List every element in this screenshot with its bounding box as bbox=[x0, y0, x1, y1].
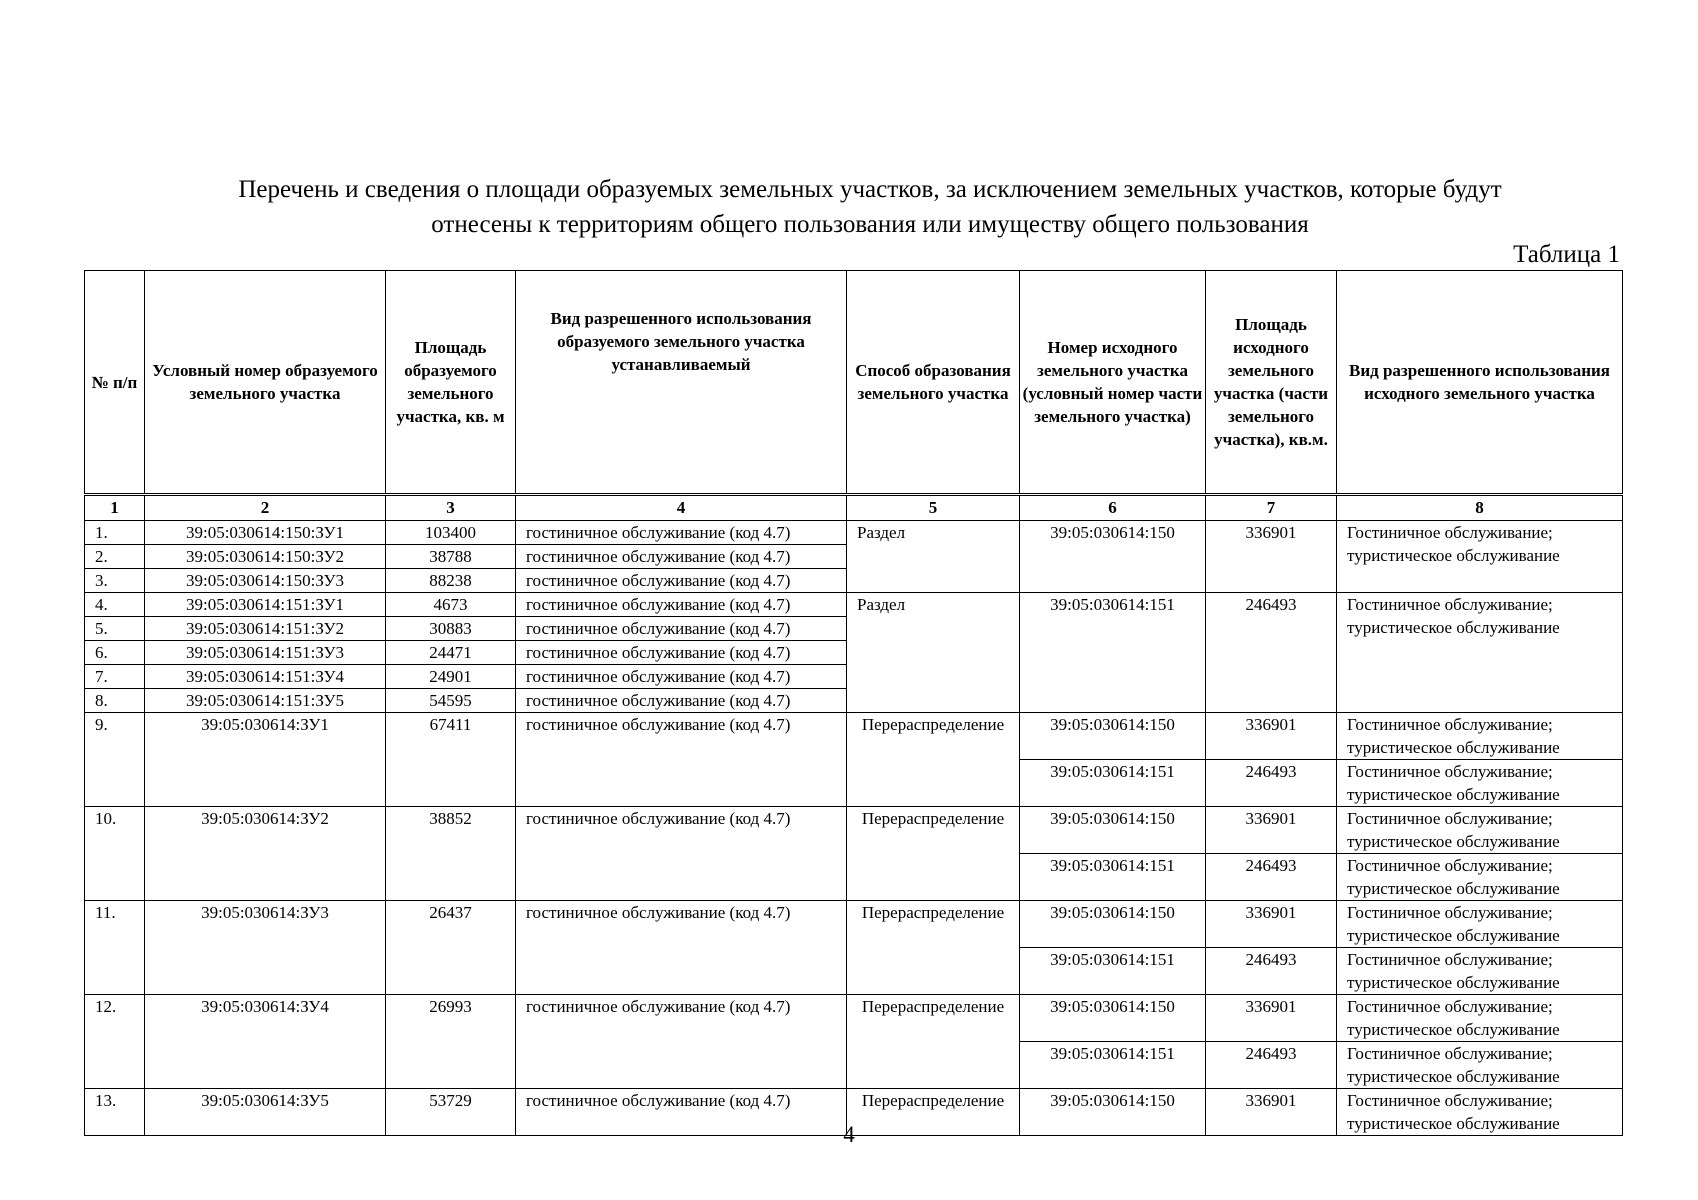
source-id: 39:05:030614:151 bbox=[1020, 760, 1206, 807]
row-number: 1. bbox=[85, 521, 145, 545]
col-number: 7 bbox=[1206, 495, 1337, 521]
source-id: 39:05:030614:151 bbox=[1020, 948, 1206, 995]
source-use: Гостиничное обслуживание; туристическое обслуживание bbox=[1337, 995, 1623, 1042]
plot-use: гостиничное обслуживание (код 4.7) bbox=[516, 521, 847, 545]
plot-area: 54595 bbox=[386, 689, 516, 713]
header-plot-id: Условный номер образуемого земельного участка bbox=[145, 271, 386, 495]
plot-area: 103400 bbox=[386, 521, 516, 545]
source-use: Гостиничное обслуживание; туристическое обслуживание bbox=[1337, 593, 1623, 713]
source-id: 39:05:030614:150 bbox=[1020, 995, 1206, 1042]
source-id: 39:05:030614:150 bbox=[1020, 1089, 1206, 1136]
plot-id: 39:05:030614:ЗУ5 bbox=[145, 1089, 386, 1136]
plot-area: 67411 bbox=[386, 713, 516, 807]
land-plots-table bbox=[84, 270, 1623, 1136]
header-method: Способ образования земельного участка bbox=[847, 271, 1020, 495]
row-number: 13. bbox=[85, 1089, 145, 1136]
col-number: 5 bbox=[847, 495, 1020, 521]
source-use: Гостиничное обслуживание; туристическое обслуживание bbox=[1337, 948, 1623, 995]
plot-id: 39:05:030614:151:ЗУ2 bbox=[145, 617, 386, 641]
plot-id: 39:05:030614:ЗУ4 bbox=[145, 995, 386, 1089]
plot-use: гостиничное обслуживание (код 4.7) bbox=[516, 713, 847, 807]
formation-method: Перераспределение bbox=[847, 713, 1020, 807]
source-id: 39:05:030614:150 bbox=[1020, 901, 1206, 948]
plot-area: 30883 bbox=[386, 617, 516, 641]
plot-use: гостиничное обслуживание (код 4.7) bbox=[516, 641, 847, 665]
plot-id: 39:05:030614:ЗУ1 bbox=[145, 713, 386, 807]
plot-id: 39:05:030614:150:ЗУ3 bbox=[145, 569, 386, 593]
plot-area: 38852 bbox=[386, 807, 516, 901]
col-number: 3 bbox=[386, 495, 516, 521]
title-line-2: отнесены к территориям общего пользования или имуществу общего пользования bbox=[431, 211, 1309, 238]
header-plot-area: Площадь образуемого земельного участка, кв. м bbox=[386, 271, 516, 495]
plot-use: гостиничное обслуживание (код 4.7) bbox=[516, 665, 847, 689]
plot-use: гостиничное обслуживание (код 4.7) bbox=[516, 545, 847, 569]
plot-area: 26437 bbox=[386, 901, 516, 995]
source-area: 246493 bbox=[1206, 1042, 1337, 1089]
row-number: 3. bbox=[85, 569, 145, 593]
plot-use: гостиничное обслуживание (код 4.7) bbox=[516, 617, 847, 641]
header-source-use: Вид разрешенного использования исходного земельного участка bbox=[1337, 271, 1623, 495]
plot-area: 26993 bbox=[386, 995, 516, 1089]
row-number: 5. bbox=[85, 617, 145, 641]
row-number: 6. bbox=[85, 641, 145, 665]
plot-id: 39:05:030614:150:ЗУ1 bbox=[145, 521, 386, 545]
plot-use: гостиничное обслуживание (код 4.7) bbox=[516, 995, 847, 1089]
source-area: 336901 bbox=[1206, 901, 1337, 948]
source-id: 39:05:030614:151 bbox=[1020, 593, 1206, 713]
source-area: 336901 bbox=[1206, 521, 1337, 593]
formation-method: Перераспределение bbox=[847, 995, 1020, 1089]
row-number: 7. bbox=[85, 665, 145, 689]
page-number: 4 bbox=[843, 1122, 855, 1147]
formation-method: Перераспределение bbox=[847, 807, 1020, 901]
plot-id: 39:05:030614:151:ЗУ4 bbox=[145, 665, 386, 689]
plot-use: гостиничное обслуживание (код 4.7) bbox=[516, 593, 847, 617]
formation-method: Перераспределение bbox=[847, 1089, 1020, 1136]
formation-method: Перераспределение bbox=[847, 901, 1020, 995]
source-area: 336901 bbox=[1206, 1089, 1337, 1136]
source-use: Гостиничное обслуживание; туристическое обслуживание bbox=[1337, 854, 1623, 901]
source-area: 246493 bbox=[1206, 760, 1337, 807]
title-line-1: Перечень и сведения о площади образуемых земельных участков, за исключением земельных участков, которые будут bbox=[238, 176, 1502, 203]
header-row bbox=[85, 271, 1623, 495]
plot-area: 4673 bbox=[386, 593, 516, 617]
plot-id: 39:05:030614:151:ЗУ5 bbox=[145, 689, 386, 713]
table-row bbox=[85, 713, 1623, 760]
header-source-area: Площадь исходного земельного участка (части земельного участка), кв.м. bbox=[1206, 271, 1337, 495]
source-area: 246493 bbox=[1206, 593, 1337, 713]
table-label: Таблица 1 bbox=[1513, 241, 1620, 268]
plot-use: гостиничное обслуживание (код 4.7) bbox=[516, 569, 847, 593]
source-id: 39:05:030614:151 bbox=[1020, 1042, 1206, 1089]
row-number: 9. bbox=[85, 713, 145, 807]
col-number: 6 bbox=[1020, 495, 1206, 521]
row-number: 10. bbox=[85, 807, 145, 901]
source-use: Гостиничное обслуживание; туристическое обслуживание bbox=[1337, 807, 1623, 854]
source-id: 39:05:030614:151 bbox=[1020, 854, 1206, 901]
plot-id: 39:05:030614:150:ЗУ2 bbox=[145, 545, 386, 569]
plot-id: 39:05:030614:151:ЗУ1 bbox=[145, 593, 386, 617]
row-number: 11. bbox=[85, 901, 145, 995]
document-title bbox=[90, 172, 1650, 242]
plot-use: гостиничное обслуживание (код 4.7) bbox=[516, 1089, 847, 1136]
source-area: 336901 bbox=[1206, 713, 1337, 760]
source-area: 336901 bbox=[1206, 807, 1337, 854]
source-id: 39:05:030614:150 bbox=[1020, 713, 1206, 760]
col-number: 2 bbox=[145, 495, 386, 521]
source-use: Гостиничное обслуживание; туристическое обслуживание bbox=[1337, 760, 1623, 807]
source-use: Гостиничное обслуживание; туристическое обслуживание bbox=[1337, 1089, 1623, 1136]
column-number-row bbox=[85, 495, 1623, 521]
plot-id: 39:05:030614:ЗУ3 bbox=[145, 901, 386, 995]
col-number: 8 bbox=[1337, 495, 1623, 521]
source-use: Гостиничное обслуживание; туристическое обслуживание bbox=[1337, 713, 1623, 760]
source-id: 39:05:030614:150 bbox=[1020, 807, 1206, 854]
source-area: 336901 bbox=[1206, 995, 1337, 1042]
formation-method: Раздел bbox=[847, 593, 1020, 713]
plot-id: 39:05:030614:151:ЗУ3 bbox=[145, 641, 386, 665]
row-number: 8. bbox=[85, 689, 145, 713]
row-number: 4. bbox=[85, 593, 145, 617]
source-use: Гостиничное обслуживание; туристическое обслуживание bbox=[1337, 521, 1623, 593]
table-row bbox=[85, 901, 1623, 948]
table-row bbox=[85, 521, 1623, 545]
header-plot-use: Вид разрешенного использования образуемого земельного участка устанавливаемый bbox=[516, 271, 847, 495]
table-row bbox=[85, 995, 1623, 1042]
source-use: Гостиничное обслуживание; туристическое обслуживание bbox=[1337, 1042, 1623, 1089]
header-source-id: Номер исходного земельного участка (условный номер части земельного участка) bbox=[1020, 271, 1206, 495]
header-number: № п/п bbox=[85, 271, 145, 495]
row-number: 12. bbox=[85, 995, 145, 1089]
formation-method: Раздел bbox=[847, 521, 1020, 593]
col-number: 4 bbox=[516, 495, 847, 521]
source-id: 39:05:030614:150 bbox=[1020, 521, 1206, 593]
col-number: 1 bbox=[85, 495, 145, 521]
plot-area: 38788 bbox=[386, 545, 516, 569]
plot-use: гостиничное обслуживание (код 4.7) bbox=[516, 689, 847, 713]
source-area: 246493 bbox=[1206, 854, 1337, 901]
plot-area: 24901 bbox=[386, 665, 516, 689]
plot-area: 53729 bbox=[386, 1089, 516, 1136]
table-row bbox=[85, 593, 1623, 617]
plot-area: 24471 bbox=[386, 641, 516, 665]
plot-use: гостиничное обслуживание (код 4.7) bbox=[516, 901, 847, 995]
plot-use: гостиничное обслуживание (код 4.7) bbox=[516, 807, 847, 901]
row-number: 2. bbox=[85, 545, 145, 569]
source-use: Гостиничное обслуживание; туристическое обслуживание bbox=[1337, 901, 1623, 948]
plot-id: 39:05:030614:ЗУ2 bbox=[145, 807, 386, 901]
source-area: 246493 bbox=[1206, 948, 1337, 995]
table-row bbox=[85, 807, 1623, 854]
plot-area: 88238 bbox=[386, 569, 516, 593]
